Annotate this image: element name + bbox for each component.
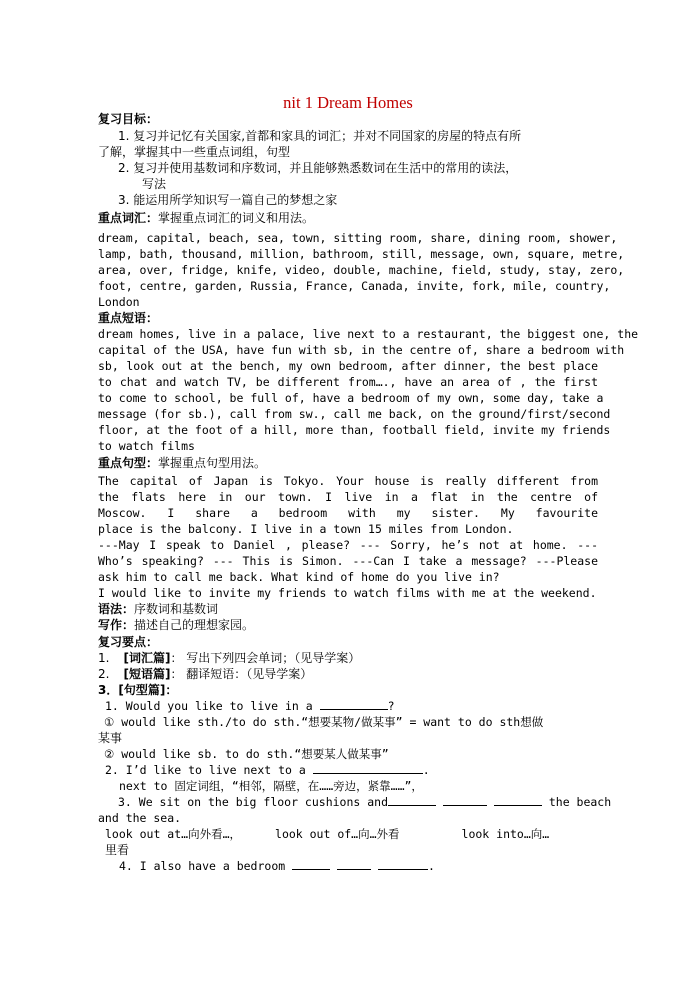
writing-line [98, 617, 598, 634]
answer-blank[interactable] [494, 794, 542, 806]
note-line: ② would like sb. to do sth.“想要某人做某事” [104, 747, 389, 761]
sentence-line: Who’s speaking? --- This is Simon. ---Can I take a message? ---Please [98, 554, 598, 568]
sentence-line: ---May I speak to Daniel , please? --- Sorry, he’s not at home. --- [98, 538, 598, 552]
phrase-line: message (for sb.), call from sw., call me back, on the ground/first/second [98, 407, 611, 421]
goal-item: 1. 复习并记忆有关国家,首都和家具的词汇；并对不同国家的房屋的特点有所 [118, 129, 522, 143]
sentences-note: 掌握重点句型用法。 [158, 456, 267, 470]
phrase-line: capital of the USA, have fun with sb, in the centre of, share a bedroom with [98, 343, 625, 357]
look-into-continued: 里看 [105, 843, 130, 857]
review-item-2: 2. [短语篇]： 翻译短语：（见导学案） [98, 667, 313, 681]
phrase-line: to chat and watch TV, be different from…., have an area of , the first [98, 375, 598, 389]
answer-blank[interactable] [378, 858, 428, 870]
goal-item: 了解，掌握其中一些重点词组，句型 [98, 145, 291, 159]
goal-item: 写法 [142, 177, 167, 191]
sentence-line: The capital of Japan is Tokyo. Your house is really different from [98, 474, 598, 488]
sentences-heading-line [98, 455, 598, 472]
writing-heading: 写作： [98, 618, 135, 632]
answer-blank[interactable] [292, 858, 330, 870]
vocab-line: area, over, fridge, knife, video, double, machine, field, study, stay, zero, [98, 263, 625, 277]
sentence-line: ask him to call me back. What kind of home do you live in? [98, 570, 500, 584]
vocab-line: dream, capital, beach, sea, town, sitting room, share, dining room, shower, [98, 231, 618, 245]
goal-item: 2. 复习并使用基数词和序数词，并且能够熟悉数词在生活中的常用的读法， [118, 161, 518, 175]
sentence-line: place is the balcony. I live in a town 15 miles from London. [98, 522, 514, 536]
vocab-note: 掌握重点词汇的词义和用法。 [158, 211, 315, 225]
grammar-heading: 语法： [98, 602, 135, 616]
grammar-text: 序数词和基数词 [134, 602, 219, 616]
grammar-line [98, 601, 598, 618]
vocab-line: lamp, bath, thousand, million, bathroom, still, message, own, square, metre, [98, 247, 625, 261]
question-1: 1. Would you like to live in a ? [105, 699, 395, 713]
phrases-heading: 重点短语： [98, 311, 159, 325]
answer-blank[interactable] [388, 794, 436, 806]
question-2: 2. I’d like to live next to a . [105, 763, 430, 777]
goal-item: 3. 能运用所学知识写一篇自己的梦想之家 [118, 193, 338, 207]
vocab-line: foot, centre, garden, Russia, France, Canada, invite, fork, mile, country, [98, 279, 611, 293]
sentence-line: the flats here in our town. I live in a flat in the centre of [98, 490, 598, 504]
phrase-line: sb, look out at the bench, my own bedroom, after dinner, the best place [98, 359, 598, 373]
note-line: next to 固定词组，“相邻，隔壁，在……旁边，紧靠……”， [119, 779, 423, 793]
phrase-line: floor, at the foot of a hill, more than, football field, invite my friends [98, 423, 611, 437]
review-item-3: 3．[句型篇]： [98, 683, 178, 697]
note-line: 某事 [98, 731, 123, 745]
vocab-heading-line [98, 210, 598, 227]
look-into: look into…向… [461, 827, 550, 841]
writing-text: 描述自己的理想家园。 [134, 618, 255, 632]
question-4: 4. I also have a bedroom . [119, 859, 435, 873]
answer-blank[interactable] [313, 762, 423, 774]
review-heading: 复习要点： [98, 635, 159, 649]
look-out-line [105, 826, 605, 842]
phrase-line: dream homes, live in a palace, live next to a restaurant, the biggest one, the [98, 327, 639, 341]
sentences-heading: 重点句型： [98, 456, 159, 470]
answer-blank[interactable] [337, 858, 371, 870]
vocab-line: London [98, 295, 140, 309]
answer-blank[interactable] [320, 698, 388, 710]
vocab-heading: 重点词汇： [98, 211, 159, 225]
look-out-at: look out at…向外看…， [105, 827, 242, 841]
look-out-of: look out of…向…外看 [275, 827, 400, 841]
note-line: ① would like sth./to do sth.“想要某物/做某事” = want to do sth想做 [104, 715, 544, 729]
question-3: 3. We sit on the big floor cushions and the beach [118, 795, 612, 809]
phrase-line: to watch films [98, 439, 195, 453]
phrase-line: to come to school, be full of, have a bedroom of my own, some day, take a [98, 391, 604, 405]
sentence-line: I would like to invite my friends to watch films with me at the weekend. [98, 586, 597, 600]
sentence-line: Moscow. I share a bedroom with my sister. My favourite [98, 506, 598, 520]
answer-blank[interactable] [443, 794, 487, 806]
goals-heading: 复习目标： [98, 112, 159, 126]
review-item-1: 1. [词汇篇]： 写出下列四会单词；（见导学案） [98, 651, 361, 665]
question-3-continued: and the sea. [98, 811, 182, 825]
document-title: nit 1 Dream Homes [283, 93, 413, 112]
